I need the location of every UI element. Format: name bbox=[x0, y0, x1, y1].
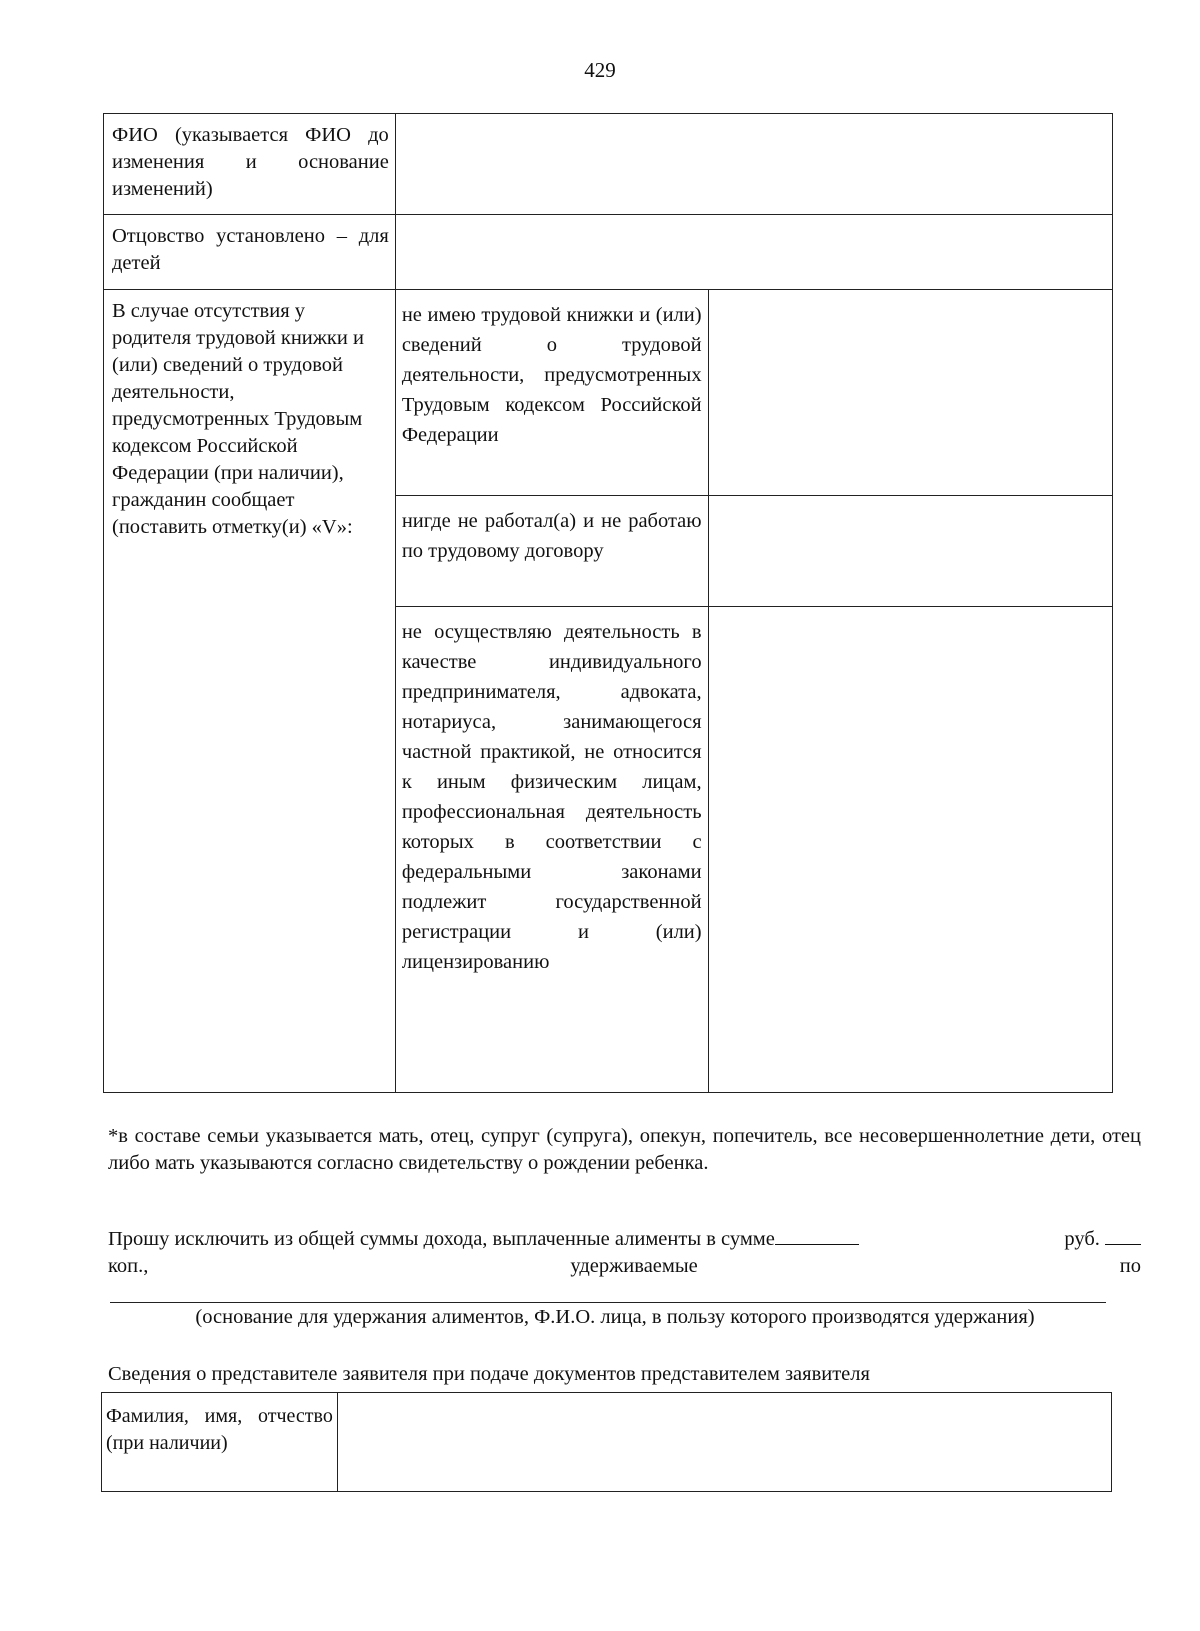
alimony-line-1 bbox=[108, 1226, 1141, 1253]
fio-label: ФИО (указывается ФИО до изменения и основание изменений) bbox=[112, 124, 389, 200]
alimony-withheld-label: удерживаемые bbox=[570, 1255, 698, 1277]
paternity-label: Отцовство установлено – для детей bbox=[112, 225, 389, 274]
representative-name-label-cell bbox=[102, 1393, 338, 1492]
applicant-info-table bbox=[103, 113, 1113, 1093]
employment-option-2-cell bbox=[395, 496, 708, 607]
alimony-basis-caption: (основание для удержания алиментов, Ф.И.О. лица, в пользу которого производятся удержания) bbox=[195, 1306, 1035, 1328]
paternity-label-cell bbox=[104, 215, 396, 290]
fio-label-cell bbox=[104, 114, 396, 215]
alimony-request-text: Прошу исключить из общей суммы дохода, выплаченные алименты в сумме bbox=[108, 1228, 775, 1250]
alimony-by-label: по bbox=[1119, 1255, 1141, 1277]
alimony-rub-amount-field[interactable] bbox=[775, 1226, 859, 1245]
employment-option-2-mark-field[interactable] bbox=[708, 496, 1112, 607]
employment-label: В случае отсутствия у родителя трудовой книжки и (или) сведений о трудовой деятельности, предусмотренных Трудовым кодексом Российской Федерации (при наличии), гражданин сообщает (поставить отметку(и) «V»: bbox=[112, 300, 364, 538]
table-row-employment-option-1 bbox=[104, 290, 1113, 496]
representative-name-label: Фамилия, имя, отчество (при наличии) bbox=[106, 1405, 333, 1454]
alimony-kop-label: коп., bbox=[108, 1255, 149, 1277]
employment-option-2-label: нигде не работал(а) и не работаю по трудовому договору bbox=[401, 510, 702, 562]
table-row-fio bbox=[104, 114, 1113, 215]
family-footnote: *в составе семьи указывается мать, отец, супруг (супруга), опекун, попечитель, все несовершеннолетние дети, отец либо мать указываются согласно свидетельству о рождении ребенка. bbox=[108, 1125, 1141, 1174]
employment-option-1-label: не имею трудовой книжки и (или) сведений о трудовой деятельности, предусмотренных Трудовым кодексом Российской Федерации bbox=[401, 304, 702, 446]
employment-option-3-cell bbox=[395, 607, 708, 1093]
employment-option-1-cell bbox=[395, 290, 708, 496]
employment-option-1-mark-field[interactable] bbox=[708, 290, 1112, 496]
fio-value-field[interactable] bbox=[395, 114, 1112, 215]
paternity-value-field[interactable] bbox=[395, 215, 1112, 290]
alimony-request bbox=[108, 1226, 1141, 1280]
alimony-rub-label: руб. bbox=[1064, 1228, 1100, 1250]
table-row-representative-name bbox=[102, 1393, 1112, 1492]
alimony-basis-field[interactable] bbox=[110, 1302, 1106, 1303]
employment-option-3-mark-field[interactable] bbox=[708, 607, 1112, 1093]
representative-name-field[interactable] bbox=[337, 1393, 1111, 1492]
alimony-kop-amount-field[interactable] bbox=[1105, 1226, 1141, 1245]
table-row-paternity bbox=[104, 215, 1113, 290]
alimony-line-2 bbox=[108, 1253, 1141, 1280]
employment-option-3-label: не осуществляю деятельность в качестве индивидуального предпринимателя, адвоката, нотариуса, занимающегося частной практикой, не относится к иным физическим лицам, профессиональная деятельность которых в соответствии с федеральными законами подлежит государственной регистрации и (или) лицензированию bbox=[401, 621, 702, 973]
representative-table bbox=[101, 1392, 1112, 1492]
representative-heading: Сведения о представителе заявителя при подаче документов представителем заявителя bbox=[108, 1363, 870, 1385]
employment-label-cell bbox=[104, 290, 396, 1093]
page-number: 429 bbox=[584, 58, 616, 82]
